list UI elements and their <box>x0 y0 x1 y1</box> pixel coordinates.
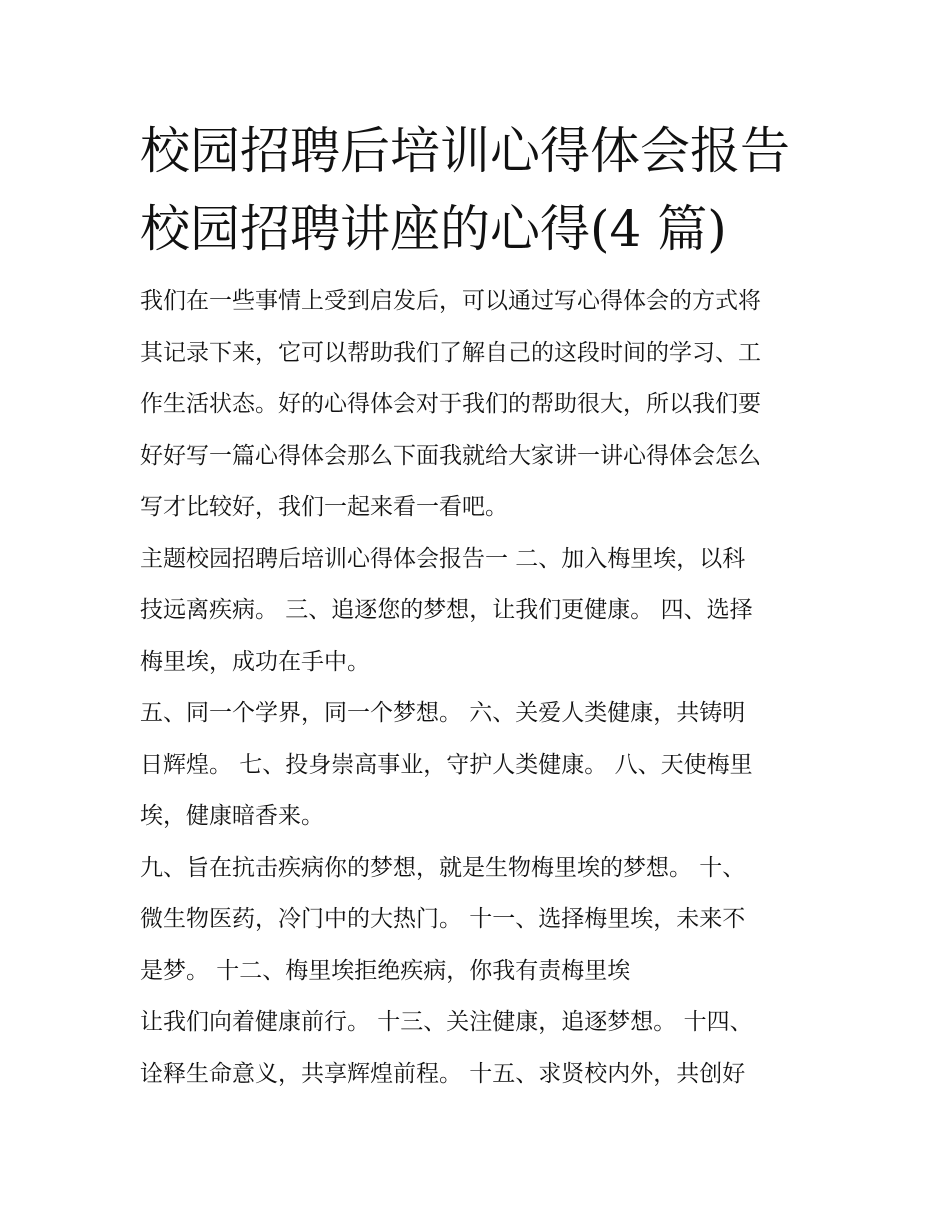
text-line: 好好写一篇心得体会那么下面我就给大家讲一讲心得体会怎么 <box>140 442 761 469</box>
text-line: 是梦。 十二、梅里埃拒绝疾病，你我有责梅里埃 <box>140 957 631 984</box>
paragraph-slogans-3 <box>140 843 820 998</box>
text-line: 我们在一些事情上受到启发后，可以通过写心得体会的方式将 <box>140 288 761 314</box>
text-line: 微生物医药，冷门中的大热门。 十一、选择梅里埃，未来不 <box>140 906 746 932</box>
title-line-2: 校园招聘讲座的心得(4 篇) <box>140 200 727 258</box>
paragraph-intro <box>140 276 820 534</box>
text-line: 九、旨在抗击疾病你的梦想，就是生物梅里埃的梦想。 十、 <box>140 854 746 881</box>
paragraph-slogans-2 <box>140 688 820 843</box>
text-line: 作生活状态。好的心得体会对于我们的帮助很大，所以我们要 <box>140 391 761 417</box>
text-line: 埃，健康暗香来。 <box>140 803 324 829</box>
text-line: 技远离疾病。 三、追逐您的梦想，让我们更健康。 四、选择 <box>140 597 753 623</box>
text-line: 主题校园招聘后培训心得体会报告一 二、加入梅里埃，以科 <box>140 545 746 572</box>
paragraph-slogans-4 <box>140 997 820 1100</box>
text-line: 梅里埃，成功在手中。 <box>140 648 370 675</box>
text-line: 让我们向着健康前行。 十三、关注健康，追逐梦想。 十四、 <box>140 1009 753 1035</box>
document-title <box>140 112 840 268</box>
paragraph-slogans-1 <box>140 534 820 689</box>
title-line-1: 校园招聘后培训心得体会报告 <box>140 122 790 180</box>
text-line: 写才比较好，我们一起来看一看吧。 <box>140 494 508 520</box>
text-line: 其记录下来，它可以帮助我们了解自己的这段时间的学习、工 <box>140 339 761 366</box>
text-line: 日辉煌。 七、投身崇高事业，守护人类健康。 八、天使梅里 <box>140 751 753 778</box>
text-line: 诠释生命意义，共享辉煌前程。 十五、求贤校内外，共创好 <box>140 1060 746 1087</box>
text-line: 五、同一个学界，同一个梦想。 六、关爱人类健康，共铸明 <box>140 700 746 726</box>
document-body <box>140 276 820 1100</box>
